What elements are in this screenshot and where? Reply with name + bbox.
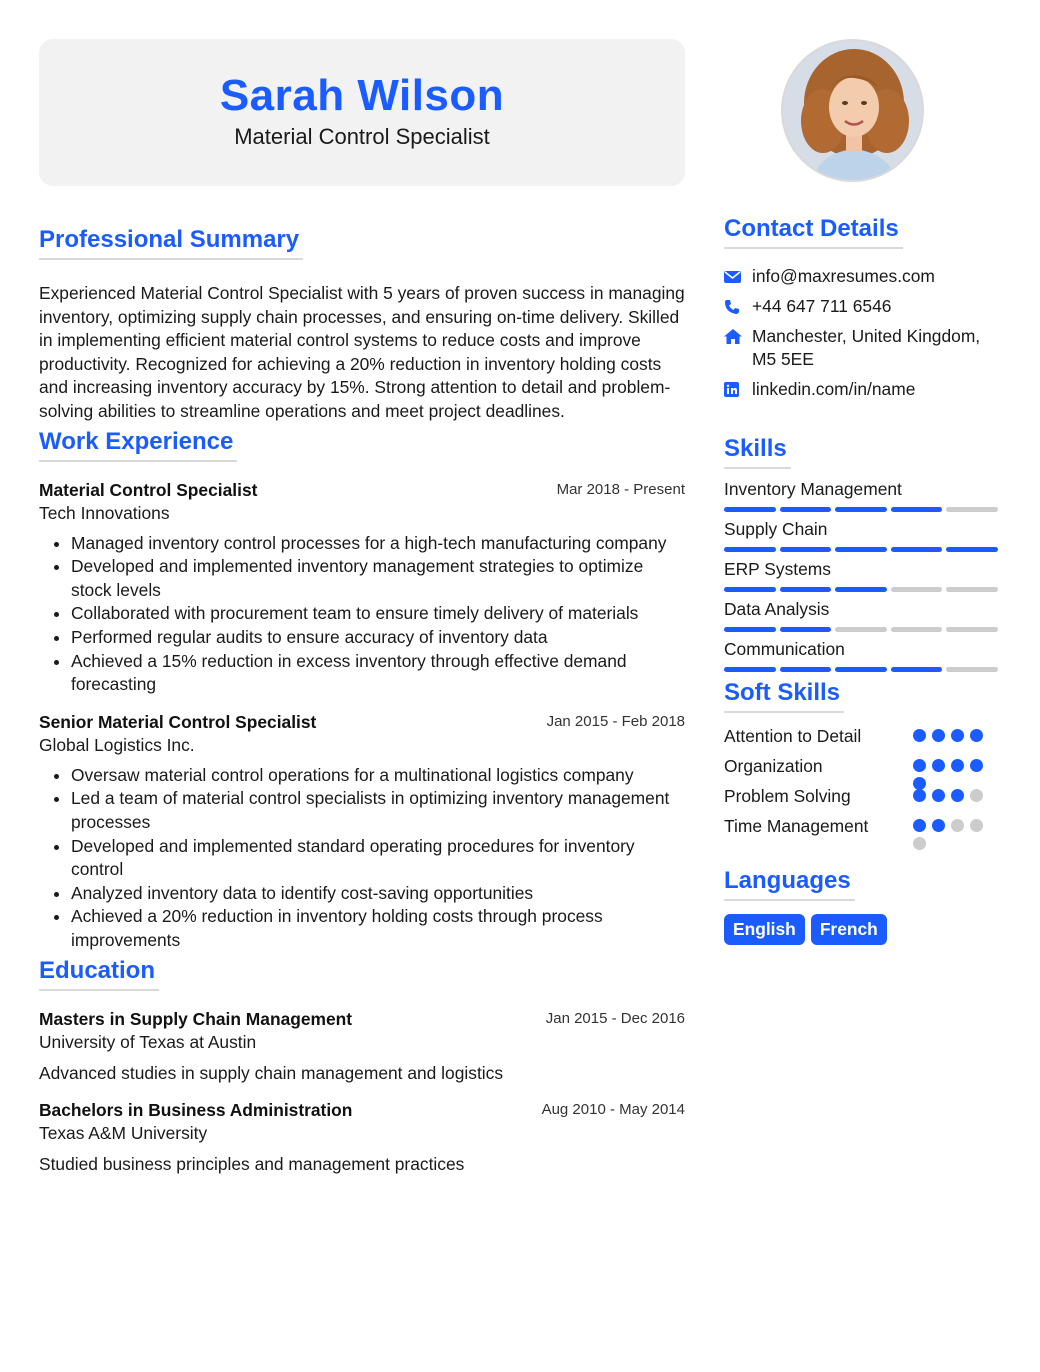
contact-address: [724, 325, 1004, 371]
job-company: Tech Innovations: [39, 502, 170, 523]
soft-skill-item: [724, 785, 1004, 815]
summary-heading: Professional Summary: [39, 225, 303, 260]
portrait-illustration: [783, 41, 924, 182]
skills-list: [724, 478, 1004, 672]
soft-skills-section: [724, 678, 1004, 845]
job-entry: [39, 711, 685, 953]
soft-skill-rating: [913, 729, 989, 742]
job-bullets: [39, 532, 685, 697]
job-title: Material Control Specialist: [39, 479, 258, 500]
degree-title: Masters in Supply Chain Management: [39, 1009, 353, 1030]
skill-bar-segment: [780, 627, 832, 632]
envelope-icon: [724, 265, 752, 288]
list-item: • Managed inventory control processes for a high-tech manufacturing company: [71, 532, 685, 556]
skill-name: Communication: [724, 639, 845, 659]
soft-skill-rating: [913, 789, 989, 802]
skill-bar-segment: [891, 507, 943, 512]
rating-dot: [970, 789, 983, 802]
language-tags: [724, 914, 1004, 945]
skill-bar-segment: [724, 587, 776, 592]
skill-name: Data Analysis: [724, 599, 830, 619]
skill-bar-segment: [835, 627, 887, 632]
list-item: • Analyzed inventory data to identify cost-saving opportunities: [71, 882, 685, 906]
skill-name: Inventory Management: [724, 479, 902, 499]
skill-bar-segment: [780, 667, 832, 672]
languages-section: [724, 866, 1004, 945]
soft-skill-rating: [913, 819, 989, 850]
rating-dot: [951, 729, 964, 742]
language-tag-english: English: [724, 914, 805, 945]
skill-bar-segment: [835, 587, 887, 592]
skill-item: [724, 598, 1004, 632]
list-item: • Oversaw material control operations for a multinational logistics company: [71, 764, 685, 788]
soft-skills-heading: Soft Skills: [724, 678, 844, 713]
job-entry: [39, 479, 685, 697]
linkedin-text: linkedin.com/in/name: [752, 379, 916, 399]
skill-item: [724, 478, 1004, 512]
education-description: Studied business principles and management practices: [39, 1154, 465, 1175]
soft-skills-list: [724, 725, 1004, 845]
skill-bar-segment: [780, 547, 832, 552]
soft-skill-name: Time Management: [724, 816, 869, 836]
skill-bar-segment: [946, 507, 998, 512]
skill-bar-segment: [724, 627, 776, 632]
list-item: • Led a team of material control specialists in optimizing inventory management processes: [71, 787, 685, 834]
rating-dot: [913, 819, 926, 832]
skill-bar-segment: [724, 547, 776, 552]
rating-dot: [932, 759, 945, 772]
education-entry: [39, 1099, 685, 1176]
skill-bar-segment: [724, 667, 776, 672]
skill-bar-segment: [891, 547, 943, 552]
soft-skill-item: [724, 725, 1004, 755]
contact-phone[interactable]: [724, 295, 1004, 318]
job-date: Jan 2015 - Feb 2018: [546, 712, 685, 730]
skill-bar-segment: [891, 587, 943, 592]
rating-dot: [951, 789, 964, 802]
soft-skill-name: Problem Solving: [724, 786, 851, 806]
education-section: [39, 956, 685, 1176]
education-description: Advanced studies in supply chain management and logistics: [39, 1063, 504, 1084]
rating-dot: [951, 819, 964, 832]
school-name: Texas A&M University: [39, 1123, 208, 1144]
rating-dot: [970, 819, 983, 832]
phone-text: +44 647 711 6546: [752, 296, 892, 316]
school-name: University of Texas at Austin: [39, 1032, 257, 1053]
rating-dot: [970, 759, 983, 772]
skill-bar-segment: [891, 627, 943, 632]
rating-dot: [913, 759, 926, 772]
skill-bar-segment: [946, 627, 998, 632]
degree-title: Bachelors in Business Administration: [39, 1100, 353, 1121]
list-item: • Collaborated with procurement team to ensure timely delivery of materials: [71, 602, 685, 626]
skill-level-bar: [724, 507, 1004, 512]
skill-bar-segment: [946, 667, 998, 672]
phone-icon: [724, 295, 752, 318]
rating-dot: [932, 729, 945, 742]
candidate-title: Material Control Specialist: [234, 124, 490, 149]
rating-dot: [970, 729, 983, 742]
job-company: Global Logistics Inc.: [39, 734, 195, 755]
list-item: • Developed and implemented inventory management strategies to optimize stock levels: [71, 555, 685, 602]
skill-level-bar: [724, 587, 1004, 592]
rating-dot: [913, 837, 926, 850]
list-item: • Achieved a 20% reduction in inventory holding costs through process improvements: [71, 905, 685, 952]
skill-name: ERP Systems: [724, 559, 831, 579]
education-heading: Education: [39, 956, 159, 991]
contact-heading: Contact Details: [724, 214, 903, 249]
address-line-2: M5 5EE: [752, 349, 814, 369]
summary-text: Experienced Material Control Specialist with 5 years of proven success in managing inventory, optimizing supply chain processes, and ensuring on-time delivery. Skilled in implementing efficient material control systems to reduce costs and improve productivity. Recognized for achieving a 20% reduction in inventory holding costs and increasing inventory accuracy by 15%. Strong attention to detail and problem-solving abilities to streamline operations and meet project deadlines.: [39, 283, 685, 421]
experience-heading: Work Experience: [39, 427, 237, 462]
rating-dot: [951, 759, 964, 772]
main-column: [39, 39, 685, 1176]
job-date: Mar 2018 - Present: [556, 480, 685, 498]
soft-skill-name: Organization: [724, 756, 823, 776]
linkedin-icon: [724, 378, 752, 401]
skills-heading: Skills: [724, 434, 791, 469]
skill-level-bar: [724, 547, 1004, 552]
list-item: • Developed and implemented standard operating procedures for inventory control: [71, 835, 685, 882]
language-tag-french: French: [811, 914, 887, 945]
skill-bar-segment: [835, 547, 887, 552]
candidate-name: Sarah Wilson: [219, 71, 505, 120]
skill-item: [724, 518, 1004, 552]
job-bullets: [39, 764, 685, 953]
contact-email[interactable]: [724, 265, 1004, 288]
skill-bar-segment: [780, 507, 832, 512]
email-text: info@maxresumes.com: [752, 266, 935, 286]
list-item: • Performed regular audits to ensure accuracy of inventory data: [71, 626, 685, 650]
education-entry: [39, 1008, 685, 1085]
rating-dot: [913, 789, 926, 802]
skill-item: [724, 638, 1004, 672]
skill-item: [724, 558, 1004, 592]
summary-section: [39, 225, 685, 424]
header-box: [39, 39, 685, 186]
address-line-1: Manchester, United Kingdom,: [752, 326, 981, 346]
skill-name: Supply Chain: [724, 519, 828, 539]
skill-bar-segment: [891, 667, 943, 672]
list-item: • Achieved a 15% reduction in excess inventory through effective demand forecasting: [71, 650, 685, 697]
skill-bar-segment: [946, 587, 998, 592]
skill-bar-segment: [835, 507, 887, 512]
rating-dot: [913, 729, 926, 742]
skill-level-bar: [724, 627, 1004, 632]
skill-level-bar: [724, 667, 1004, 672]
education-date: Jan 2015 - Dec 2016: [545, 1010, 685, 1028]
soft-skill-item: [724, 815, 1004, 845]
rating-dot: [932, 819, 945, 832]
job-title: Senior Material Control Specialist: [39, 711, 317, 732]
soft-skill-item: [724, 755, 1004, 785]
skills-section: [724, 434, 1004, 672]
languages-heading: Languages: [724, 866, 855, 901]
skill-bar-segment: [724, 507, 776, 512]
skill-bar-segment: [780, 587, 832, 592]
soft-skill-name: Attention to Detail: [724, 726, 862, 746]
experience-section: [39, 427, 685, 953]
skill-bar-segment: [946, 547, 998, 552]
rating-dot: [932, 789, 945, 802]
contact-linkedin[interactable]: [724, 378, 1004, 401]
home-icon: [724, 325, 752, 348]
education-date: Aug 2010 - May 2014: [541, 1101, 685, 1119]
profile-photo: [781, 39, 924, 182]
contact-section: [724, 214, 1004, 401]
skill-bar-segment: [835, 667, 887, 672]
sidebar-column: [724, 39, 1004, 945]
